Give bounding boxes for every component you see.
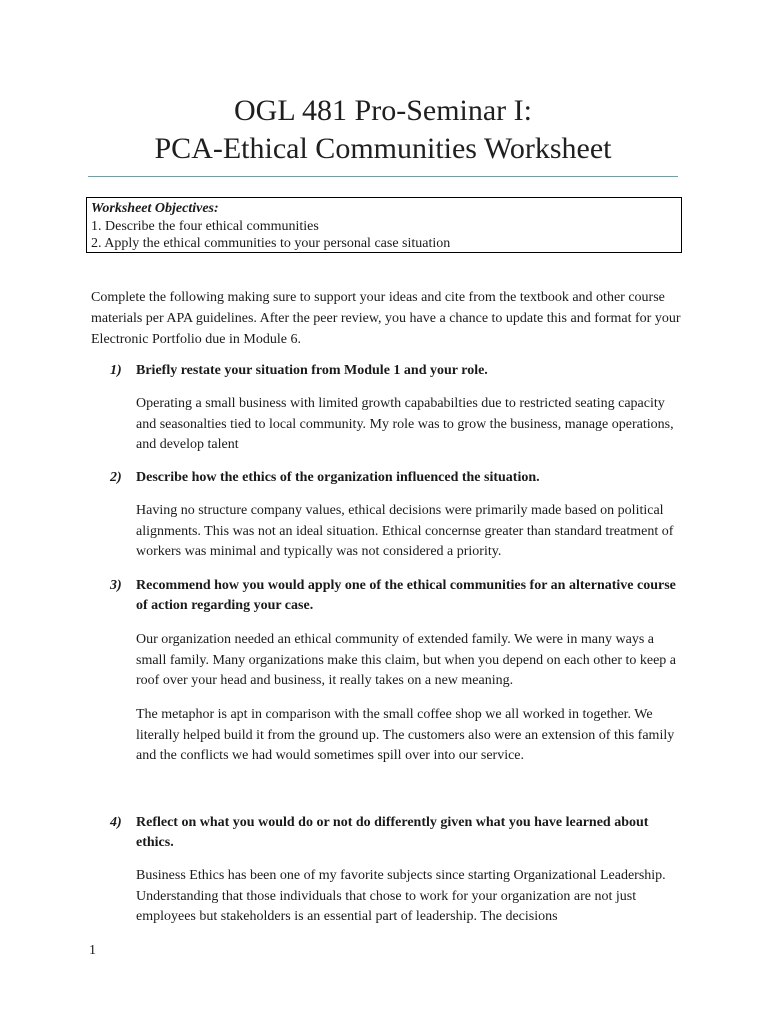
answer-paragraph: The metaphor is apt in comparison with the small coffee shop we all worked in together. We literally helped build it from the ground up. The customers also were an extension of this family and the conflicts we had would sometimes spill over into our service. — [136, 707, 675, 763]
question-prompt: Describe how the ethics of the organization influenced the situation. — [136, 470, 540, 485]
question-4 — [110, 813, 680, 853]
question-prompt: Recommend how you would apply one of the ethical communities for an alternative course of action regarding your case. — [136, 578, 676, 613]
question-number: 1) — [110, 363, 122, 378]
question-number: 2) — [110, 470, 122, 485]
question-3 — [110, 576, 680, 616]
question-number: 4) — [110, 815, 122, 830]
intro-paragraph: Complete the following making sure to support your ideas and cite from the textbook and other course materials per APA guidelines. After the peer review, you have a chance to update this and format for your Electronic Portfolio due in Module 6. — [91, 290, 681, 347]
objective-item: 2. Apply the ethical communities to your personal case situation — [91, 236, 451, 251]
question-2 — [110, 468, 680, 488]
page-number: 1 — [89, 943, 96, 958]
answer-paragraph: Business Ethics has been one of my favorite subjects since starting Organizational Leadership. Understanding that those individuals that chose to work for your organization are not just employees but stakeholders is an essential part of leadership. The decisions — [136, 868, 666, 924]
objectives-heading: Worksheet Objectives: — [91, 201, 219, 216]
question-prompt: Reflect on what you would do or not do differently given what you have learned about ethics. — [136, 815, 649, 850]
question-prompt: Briefly restate your situation from Module 1 and your role. — [136, 363, 488, 378]
question-number: 3) — [110, 578, 122, 593]
title-line-2: PCA-Ethical Communities Worksheet — [154, 132, 612, 165]
page-title — [88, 92, 678, 168]
question-1 — [110, 361, 680, 381]
objective-item: 1. Describe the four ethical communities — [91, 218, 319, 234]
title-divider — [88, 176, 678, 177]
answer-paragraph: Operating a small business with limited growth capababilties due to restricted seating capacity and seasonalties tied to local community. My role was to grow the business, manage operations, and develop talent — [136, 396, 674, 452]
answer-paragraph: Having no structure company values, ethical decisions were primarily made based on political alignments. This was not an ideal situation. Ethical concernse greater than standard treatment of workers was minimal and typically was not considered a priority. — [136, 503, 674, 559]
objectives-box — [86, 197, 682, 253]
title-line-1: OGL 481 Pro-Seminar I: — [233, 94, 532, 127]
answer-paragraph: Our organization needed an ethical community of extended family. We were in many ways a small family. Many organizations make this claim, but when you depend on each other to keep a roof over your head and business, it really takes on a new meaning. — [136, 632, 677, 688]
